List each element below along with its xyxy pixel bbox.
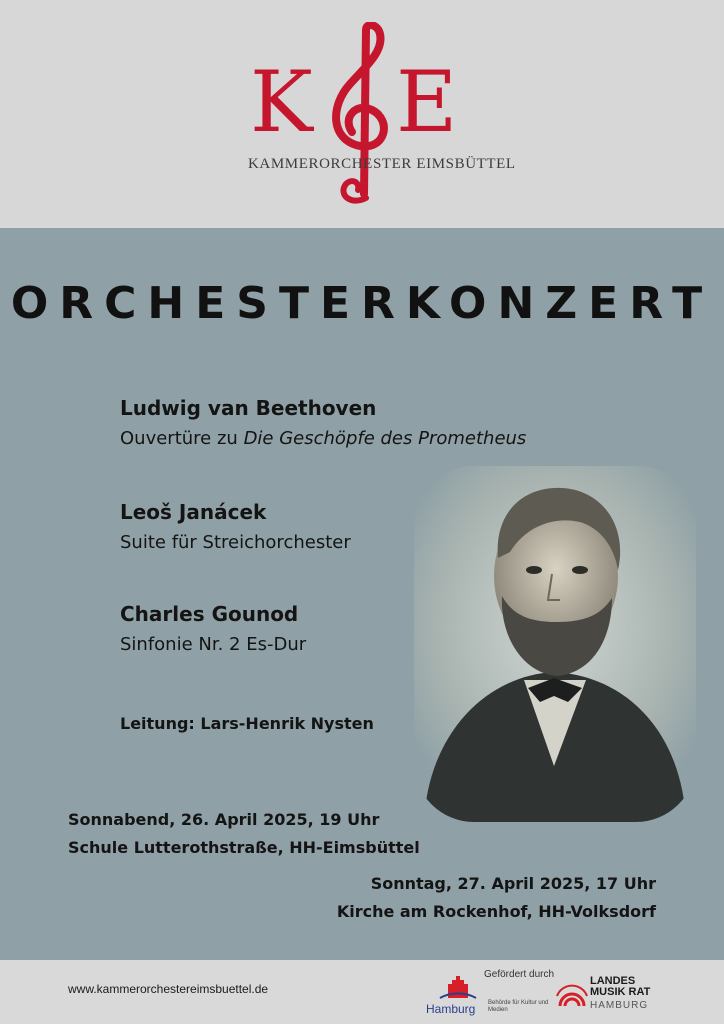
poster-header: [0, 0, 724, 228]
concert-date-2: [337, 870, 656, 926]
logo-subtitle: KAMMERORCHESTER EIMSBÜTTEL: [248, 156, 516, 172]
work-title: [120, 532, 351, 553]
program-item: [120, 500, 351, 553]
concert-date: Sonnabend, 26. April 2025, 19 Uhr: [68, 810, 380, 829]
landesmusikrat-city: HAMBURG: [590, 1000, 649, 1011]
hamburg-logo: [426, 972, 556, 1018]
work-title: [120, 428, 526, 449]
composer-name: Ludwig van Beethoven: [120, 396, 377, 420]
landesmusikrat-name: [590, 976, 650, 998]
composer-name: Leoš Janácek: [120, 500, 267, 524]
concert-date: Sonntag, 27. April 2025, 17 Uhr: [370, 874, 656, 893]
website-link[interactable]: www.kammerorchestereimsbuettel.de: [68, 982, 269, 996]
landesmusikrat-line2: MUSIK RAT: [590, 986, 651, 998]
work-title-italic: Die Geschöpfe des Prometheus: [243, 428, 527, 449]
program-item: [120, 602, 306, 655]
landesmusikrat-logo: [556, 976, 666, 1016]
concert-venue: Schule Lutterothstraße, HH-Eimsbüttel: [68, 838, 420, 857]
logo-letter-e: E: [396, 53, 460, 151]
composer-portrait: [414, 466, 696, 822]
work-title-prefix: Suite für Streichorchester: [120, 532, 351, 553]
funded-by-label: Gefördert durch: [484, 969, 555, 980]
work-title-prefix: Sinfonie Nr. 2 Es-Dur: [120, 634, 307, 655]
concert-venue: Kirche am Rockenhof, HH-Volksdorf: [336, 902, 656, 921]
logo-letter-k: K: [250, 53, 315, 151]
work-title: [120, 634, 306, 655]
hamburg-name: Hamburg: [426, 1002, 476, 1016]
landesmusikrat-arc-icon: [556, 978, 588, 1010]
hamburg-department: Behörde für Kultur und Medien: [488, 1000, 549, 1013]
orchestra-logo: [248, 22, 516, 208]
treble-clef-icon: [320, 22, 400, 208]
conductor-line: Leitung: Lars-Henrik Nysten: [120, 714, 374, 733]
landesmusikrat-line1: LANDES: [590, 975, 636, 987]
portrait-image-icon: [414, 466, 696, 822]
work-title-prefix: Ouvertüre zu: [120, 428, 244, 449]
composer-name: Charles Gounod: [120, 602, 299, 626]
concert-date-1: [68, 806, 420, 862]
program-item: [120, 396, 526, 449]
hamburg-castle-icon: [438, 972, 478, 1000]
concert-title: ORCHESTERKONZERT: [10, 278, 714, 329]
